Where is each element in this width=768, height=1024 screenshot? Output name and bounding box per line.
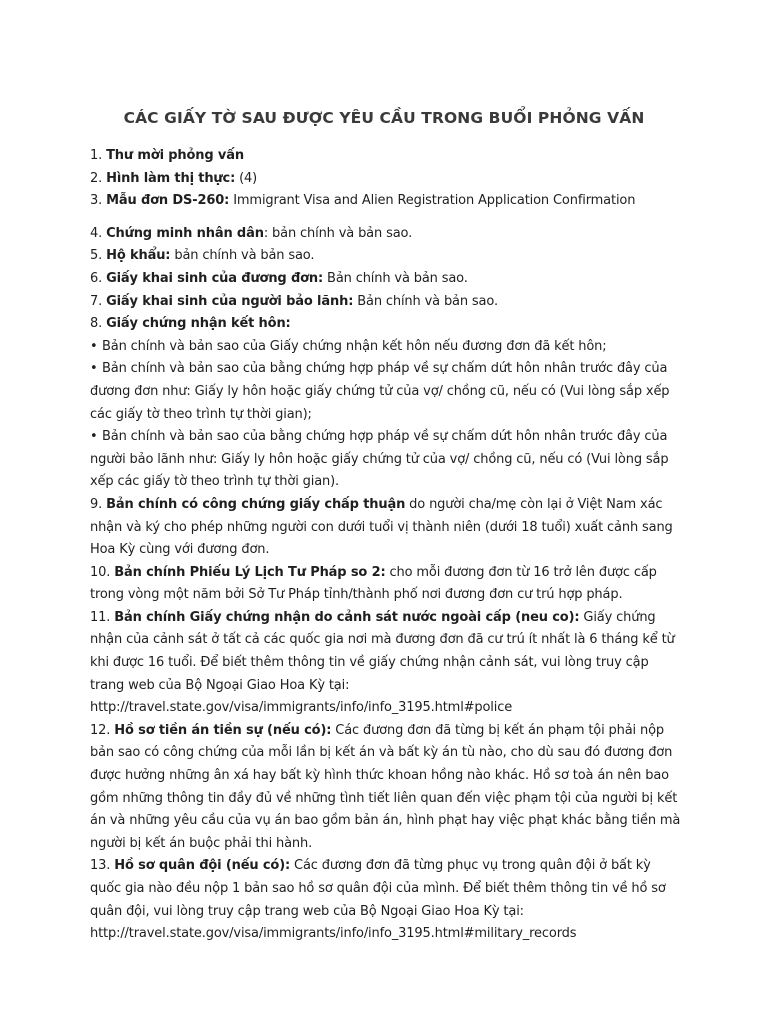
item-number: 11. xyxy=(90,609,111,625)
item-heading: Hồ sơ tiền án tiền sự (nếu có): xyxy=(114,722,332,738)
text-line: gồm những thông tin đầy đủ về những tình tiết liên quan đến việc phạm tội của người bị kết xyxy=(90,790,678,806)
list-item xyxy=(90,190,680,213)
item-heading: Bản chính Giấy chứng nhận do cảnh sát nước ngoài cấp (neu co): xyxy=(114,609,580,625)
bullet-text: Bản chính và bản sao của Giấy chứng nhận kết hôn nếu đương đơn đã kết hôn; xyxy=(102,338,607,354)
list-item xyxy=(90,607,680,630)
bullet-text: Bản chính và bản sao của bằng chứng hợp pháp về sự chấm dứt hôn nhân trước đây của xyxy=(102,429,668,445)
item-heading: Mẫu đơn DS-260: xyxy=(106,193,230,209)
item-number: 6. xyxy=(90,270,103,286)
item-heading: Giấy khai sinh của đương đơn: xyxy=(106,270,324,286)
list-item xyxy=(90,855,680,878)
item-text: (4) xyxy=(235,170,258,186)
bullet-icon: • xyxy=(90,361,98,377)
list-item xyxy=(90,562,680,585)
item-number: 13. xyxy=(90,858,111,874)
text-line: án và những yêu cầu của vụ án bao gồm bản án, hình phạt hay việc phạt khác bằng tiền mà xyxy=(90,813,681,829)
bullet-item xyxy=(90,426,680,449)
item-number: 7. xyxy=(90,293,103,309)
text-line: nhận của cảnh sát ở tất cả các quốc gia nơi mà đương đơn đã cư trú ít nhất là 6 tháng kể từ xyxy=(90,632,675,648)
item-heading: Bản chính Phiếu Lý Lịch Tư Pháp so 2: xyxy=(114,564,386,580)
item-text: Bản chính và bản sao. xyxy=(323,270,468,286)
list-item xyxy=(90,268,680,291)
item-heading: Bản chính có công chứng giấy chấp thuận xyxy=(106,496,406,512)
bullet-icon: • xyxy=(90,429,98,445)
item-heading: Giấy khai sinh của người bảo lãnh: xyxy=(106,293,354,309)
item-text: Immigrant Visa and Alien Registration Application Confirmation xyxy=(229,193,636,209)
text-line: quốc gia nào đều nộp 1 bản sao hồ sơ quân đội của mình. Để biết thêm thông tin về hồ sơ xyxy=(90,881,666,896)
item-number: 10. xyxy=(90,564,111,580)
page-title: CÁC GIẤY TỜ SAU ĐƯỢC YÊU CẦU TRONG BUỔI PHỎNG VẤN xyxy=(123,109,645,127)
text-line: khi được 16 tuổi. Để biết thêm thông tin về giấy chứng nhận cảnh sát, vui lòng truy cập xyxy=(90,655,649,671)
spacer xyxy=(90,213,680,223)
list-item xyxy=(90,223,680,246)
text-line: nhận và ký cho phép những người con dưới tuổi vị thành niên (dưới 18 tuổi) xuất cảnh sang xyxy=(90,519,673,535)
text-line: người bảo lãnh như: Giấy ly hôn hoặc giấy chứng tử của vợ/ chồng cũ, nếu có (Vui lòng sắp xyxy=(90,451,669,467)
item-heading: Giấy chứng nhận kết hôn: xyxy=(106,316,291,332)
item-text: : bản chính và bản sao. xyxy=(263,225,413,241)
list-item xyxy=(90,245,680,268)
list-item xyxy=(90,494,680,517)
text-line: đương đơn như: Giấy ly hôn hoặc giấy chứng tử của vợ/ chồng cũ, nếu có (Vui lòng sắp xếp xyxy=(90,383,670,399)
item-number: 9. xyxy=(90,496,103,512)
text-line: Hoa Kỳ cùng với đương đơn. xyxy=(90,542,270,558)
text-line: xếp các giấy tờ theo trình tự thời gian). xyxy=(90,474,340,490)
item-number: 1. xyxy=(90,148,103,163)
list-item xyxy=(90,168,680,191)
item-text: do người cha/mẹ còn lại ở Việt Nam xác xyxy=(405,496,663,512)
item-text: Các đương đơn đã từng bị kết án phạm tội phải nộp xyxy=(331,722,664,738)
item-heading: Hình làm thị thực: xyxy=(106,170,236,186)
item-heading: Chứng minh nhân dân xyxy=(106,225,264,241)
text-line: được hưởng những ân xá hay bất kỳ hình thức khoan hồng nào khác. Hồ sơ toà án nên bao xyxy=(90,768,669,784)
item-text: Bản chính và bản sao. xyxy=(353,293,498,309)
item-number: 5. xyxy=(90,248,103,264)
item-heading: Thư mời phỏng vấn xyxy=(106,148,244,163)
text-line: bản sao có công chứng của mỗi lần bị kết án và bất kỳ án tù nào, cho dù sau đó đương đơn xyxy=(90,745,673,761)
item-text: cho mỗi đương đơn từ 16 trở lên được cấp xyxy=(385,564,657,580)
list-item xyxy=(90,145,680,168)
document-body xyxy=(90,145,680,946)
police-url: http://travel.state.gov/visa/immigrants/info/info_3195.html#police xyxy=(90,700,513,716)
text-line: trang web của Bộ Ngoại Giao Hoa Kỳ tại: xyxy=(90,677,350,693)
bullet-item xyxy=(90,336,680,359)
item-number: 8. xyxy=(90,316,103,332)
item-number: 3. xyxy=(90,193,103,209)
item-heading: Hồ sơ quân đội (nếu có): xyxy=(114,858,291,874)
military-url: http://travel.state.gov/visa/immigrants/info/info_3195.html#military_records xyxy=(90,926,577,942)
item-number: 4. xyxy=(90,225,103,241)
text-line: người bị kết án buộc phải thi hành. xyxy=(90,835,313,851)
item-text: bản chính và bản sao. xyxy=(170,248,315,264)
bullet-item xyxy=(90,358,680,381)
list-item xyxy=(90,720,680,743)
item-text: Các đương đơn đã từng phục vụ trong quân đội ở bất kỳ xyxy=(290,858,651,874)
item-number: 2. xyxy=(90,170,103,186)
item-heading: Hộ khẩu: xyxy=(106,248,171,264)
item-text: Giấy chứng xyxy=(579,609,656,625)
text-line: quân đội, vui lòng truy cập trang web của Bộ Ngoại Giao Hoa Kỳ tại: xyxy=(90,903,524,919)
text-line: các giấy tờ theo trình tự thời gian); xyxy=(90,406,312,422)
item-number: 12. xyxy=(90,722,111,738)
list-item xyxy=(90,291,680,314)
bullet-text: Bản chính và bản sao của bằng chứng hợp pháp về sự chấm dứt hôn nhân trước đây của xyxy=(102,361,668,377)
bullet-icon: • xyxy=(90,338,98,354)
list-item xyxy=(90,313,680,336)
text-line: trong vòng một năm bởi Sở Tư Pháp tỉnh/thành phố nơi đương đơn cư trú hợp pháp. xyxy=(90,587,623,603)
